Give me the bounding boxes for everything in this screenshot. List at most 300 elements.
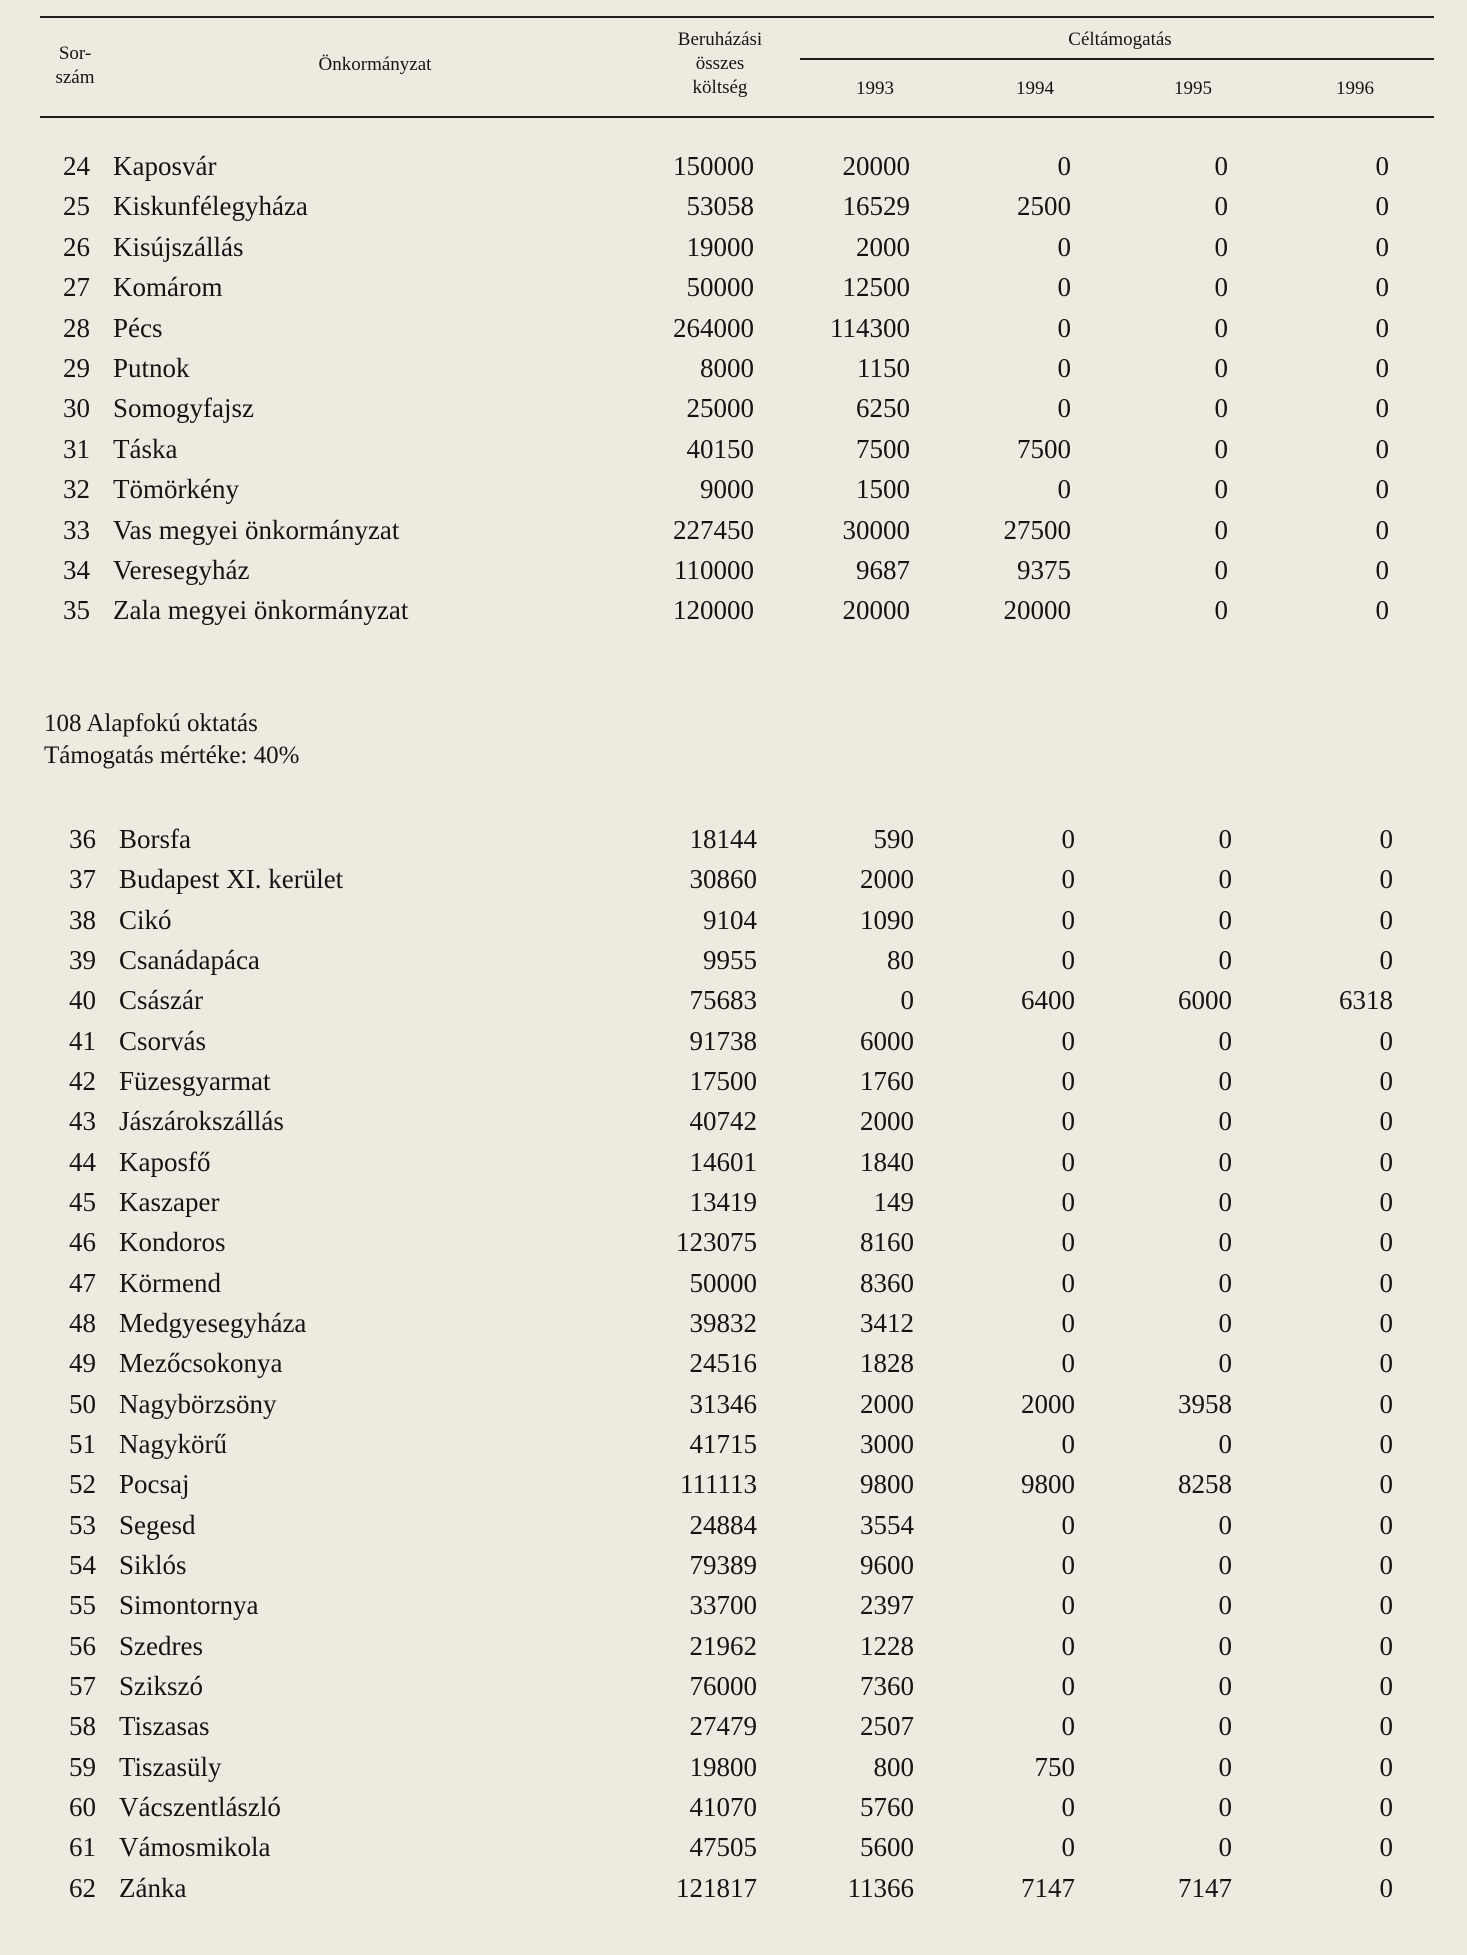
row-name: Komárom — [113, 272, 223, 303]
row-number: 26 — [63, 231, 90, 262]
row-1995: 0 — [1214, 312, 1228, 343]
row-1993: 8360 — [860, 1267, 914, 1298]
row-1994: 0 — [1061, 904, 1075, 935]
table-row — [0, 819, 1467, 859]
header-sorszam-line1: Sor- — [58, 43, 92, 64]
row-1993: 1228 — [860, 1630, 914, 1661]
header-beruhazasi — [640, 28, 800, 100]
row-1995: 0 — [1218, 1670, 1232, 1701]
row-1994: 0 — [1061, 1106, 1075, 1137]
row-1993: 30000 — [842, 514, 910, 545]
table-row — [0, 900, 1467, 940]
row-1995: 0 — [1218, 1630, 1232, 1661]
row-1995: 6000 — [1178, 985, 1232, 1016]
row-1994: 0 — [1061, 864, 1075, 895]
row-total-cost: 9955 — [703, 944, 757, 975]
row-1995: 0 — [1218, 1509, 1232, 1540]
row-name: Vas megyei önkormányzat — [113, 514, 400, 545]
row-number: 37 — [69, 864, 96, 895]
row-1994: 2000 — [1021, 1388, 1075, 1419]
row-1995: 0 — [1218, 1227, 1232, 1258]
table-row — [0, 1061, 1467, 1101]
row-1993: 1760 — [860, 1065, 914, 1096]
table-row — [0, 1343, 1467, 1383]
table-row — [0, 980, 1467, 1020]
row-1996: 0 — [1379, 1065, 1393, 1096]
row-number: 29 — [63, 353, 90, 383]
row-number: 55 — [69, 1590, 96, 1621]
row-1995: 0 — [1218, 1791, 1232, 1822]
row-total-cost: 110000 — [674, 555, 754, 585]
row-1993: 1150 — [857, 353, 910, 383]
row-total-cost: 150000 — [673, 151, 754, 181]
row-1993: 7500 — [856, 433, 910, 464]
row-number: 58 — [69, 1711, 96, 1742]
row-1994: 0 — [1061, 1025, 1075, 1056]
table-row — [0, 1182, 1467, 1222]
row-1996: 0 — [1379, 1509, 1393, 1540]
row-1994: 750 — [1034, 1751, 1075, 1782]
row-1995: 0 — [1218, 1267, 1232, 1298]
row-1994: 0 — [1061, 1065, 1075, 1096]
row-name: Szikszó — [119, 1670, 203, 1701]
row-total-cost: 39832 — [689, 1307, 757, 1338]
row-total-cost: 53058 — [686, 191, 754, 222]
row-1993: 2000 — [860, 1106, 914, 1137]
row-1994: 0 — [1061, 1711, 1075, 1742]
row-1994: 0 — [1061, 1832, 1075, 1863]
table-row — [0, 1505, 1467, 1545]
table-row — [0, 1303, 1467, 1343]
row-1996: 0 — [1379, 1428, 1393, 1459]
table-row — [0, 1827, 1467, 1867]
row-1996: 0 — [1375, 312, 1389, 343]
row-name: Vámosmikola — [119, 1832, 271, 1863]
row-1996: 0 — [1379, 1186, 1393, 1217]
row-1995: 0 — [1214, 474, 1228, 505]
row-1993: 2397 — [860, 1590, 914, 1621]
row-1995: 0 — [1218, 1751, 1232, 1782]
row-1993: 3412 — [860, 1307, 914, 1338]
row-1993: 6250 — [856, 393, 910, 424]
row-1995: 0 — [1218, 1025, 1232, 1056]
row-total-cost: 24884 — [689, 1509, 757, 1540]
row-name: Kiskunfélegyháza — [113, 191, 308, 222]
row-name: Segesd — [119, 1509, 196, 1540]
row-1996: 0 — [1375, 272, 1389, 303]
row-number: 60 — [69, 1791, 96, 1822]
row-name: Tiszasas — [119, 1711, 210, 1742]
row-1995: 0 — [1218, 1549, 1232, 1580]
row-1995: 0 — [1218, 904, 1232, 935]
row-number: 28 — [63, 312, 90, 343]
row-1994: 0 — [1061, 1267, 1075, 1298]
table-row — [0, 859, 1467, 899]
row-name: Tiszasüly — [119, 1751, 222, 1782]
table-row — [0, 1021, 1467, 1061]
row-total-cost: 76000 — [689, 1670, 757, 1701]
row-1996: 0 — [1375, 393, 1389, 424]
row-1994: 0 — [1057, 272, 1071, 303]
header-year-1994: 1994 — [1016, 78, 1054, 99]
row-total-cost: 91738 — [689, 1025, 757, 1056]
row-total-cost: 47505 — [689, 1832, 757, 1863]
table-row — [0, 510, 1467, 550]
row-1996: 0 — [1379, 1590, 1393, 1621]
row-1995: 0 — [1218, 1106, 1232, 1137]
row-total-cost: 13419 — [689, 1186, 757, 1217]
table-row — [0, 1585, 1467, 1625]
header-year-1996: 1996 — [1336, 78, 1374, 99]
row-total-cost: 40742 — [689, 1106, 757, 1137]
row-1993: 3554 — [860, 1509, 914, 1540]
row-1993: 9800 — [860, 1469, 914, 1500]
row-number: 32 — [63, 474, 90, 505]
row-name: Kaszaper — [119, 1186, 220, 1217]
row-1993: 5600 — [860, 1832, 914, 1863]
row-1993: 20000 — [842, 151, 910, 181]
row-name: Zánka — [119, 1872, 187, 1903]
row-total-cost: 79389 — [689, 1549, 757, 1580]
row-1993: 11366 — [847, 1872, 914, 1903]
row-name: Császár — [119, 985, 203, 1016]
row-1993: 1090 — [860, 904, 914, 935]
row-1994: 0 — [1057, 474, 1071, 505]
row-1994: 20000 — [1003, 595, 1071, 626]
row-1994: 0 — [1061, 824, 1075, 854]
row-name: Pécs — [113, 312, 163, 343]
row-total-cost: 111113 — [680, 1469, 757, 1500]
row-name: Kaposfő — [119, 1146, 211, 1177]
row-total-cost: 50000 — [689, 1267, 757, 1298]
row-1994: 9800 — [1021, 1469, 1075, 1500]
row-1995: 8258 — [1178, 1469, 1232, 1500]
row-1994: 0 — [1061, 944, 1075, 975]
row-1994: 7147 — [1021, 1872, 1075, 1903]
row-1996: 0 — [1379, 1630, 1393, 1661]
row-1993: 1840 — [860, 1146, 914, 1177]
row-1994: 7500 — [1017, 433, 1071, 464]
header-onkormanyzat: Önkormányzat — [318, 54, 432, 75]
header-year-1993: 1993 — [856, 78, 894, 99]
row-1996: 0 — [1379, 1388, 1393, 1419]
table-row — [0, 1263, 1467, 1303]
row-1995: 7147 — [1178, 1872, 1232, 1903]
row-1995: 0 — [1214, 272, 1228, 303]
table-row — [0, 1222, 1467, 1262]
row-total-cost: 19000 — [686, 231, 754, 262]
row-total-cost: 19800 — [689, 1751, 757, 1782]
row-number: 51 — [69, 1428, 96, 1459]
row-total-cost: 123075 — [676, 1227, 757, 1258]
row-total-cost: 41070 — [689, 1791, 757, 1822]
row-number: 39 — [69, 944, 96, 975]
row-1996: 0 — [1375, 433, 1389, 464]
row-1995: 0 — [1218, 944, 1232, 975]
row-number: 33 — [63, 514, 90, 545]
row-1993: 20000 — [842, 595, 910, 626]
row-1993: 5760 — [860, 1791, 914, 1822]
row-number: 35 — [63, 595, 90, 626]
table-row — [0, 1464, 1467, 1504]
row-1993: 114300 — [830, 312, 910, 343]
row-1993: 0 — [900, 985, 914, 1016]
row-1996: 0 — [1379, 1267, 1393, 1298]
row-1994: 0 — [1061, 1348, 1075, 1379]
row-1993: 6000 — [860, 1025, 914, 1056]
row-number: 61 — [69, 1832, 96, 1863]
row-total-cost: 120000 — [673, 595, 754, 626]
header-sorszam-line2: szám — [55, 67, 95, 88]
row-number: 40 — [69, 985, 96, 1016]
row-1995: 0 — [1218, 1428, 1232, 1459]
row-number: 42 — [69, 1065, 96, 1096]
row-name: Tömörkény — [113, 474, 239, 505]
row-number: 62 — [69, 1872, 96, 1903]
row-number: 59 — [69, 1751, 96, 1782]
row-1996: 0 — [1375, 231, 1389, 262]
row-1993: 3000 — [860, 1428, 914, 1459]
header-year-1995: 1995 — [1174, 78, 1212, 99]
row-1994: 0 — [1061, 1509, 1075, 1540]
row-1995: 0 — [1218, 1711, 1232, 1742]
row-total-cost: 9000 — [700, 474, 754, 505]
row-name: Csanádapáca — [119, 944, 260, 975]
row-number: 41 — [69, 1025, 96, 1056]
header-beruhazasi-line1: Beruházási — [677, 29, 763, 50]
row-total-cost: 9104 — [703, 904, 757, 935]
row-total-cost: 8000 — [700, 353, 754, 383]
row-total-cost: 18144 — [689, 824, 757, 854]
row-total-cost: 31346 — [689, 1388, 757, 1419]
table-row — [0, 469, 1467, 509]
row-1995: 0 — [1214, 514, 1228, 545]
header-celtamogatas: Céltámogatás — [1068, 29, 1172, 50]
row-number: 31 — [63, 433, 90, 464]
row-name: Jászárokszállás — [119, 1106, 284, 1137]
row-number: 27 — [63, 272, 90, 303]
row-1994: 6400 — [1021, 985, 1075, 1016]
row-1996: 0 — [1379, 1670, 1393, 1701]
table-row — [0, 1666, 1467, 1706]
row-name: Cikó — [119, 904, 172, 935]
row-1994: 0 — [1061, 1227, 1075, 1258]
row-1993: 80 — [887, 944, 914, 975]
row-total-cost: 75683 — [689, 985, 757, 1016]
row-total-cost: 121817 — [676, 1872, 757, 1903]
row-1996: 0 — [1379, 1146, 1393, 1177]
row-1996: 0 — [1379, 1872, 1393, 1903]
section-support-rate: Támogatás mértéke: 40% — [44, 742, 300, 769]
table-row — [0, 1868, 1467, 1908]
row-1995: 0 — [1214, 353, 1228, 383]
row-number: 48 — [69, 1307, 96, 1338]
row-1993: 9687 — [856, 555, 910, 585]
section-title: 108 Alapfokú oktatás — [44, 710, 258, 737]
row-1996: 0 — [1379, 1549, 1393, 1580]
row-1994: 0 — [1061, 1428, 1075, 1459]
row-name: Medgyesegyháza — [119, 1307, 307, 1338]
row-name: Nagybörzsöny — [119, 1388, 277, 1419]
row-number: 36 — [69, 824, 96, 854]
row-1996: 0 — [1375, 555, 1389, 585]
row-name: Körmend — [119, 1267, 221, 1298]
row-1996: 0 — [1379, 944, 1393, 975]
row-1994: 0 — [1057, 353, 1071, 383]
table-row — [0, 1101, 1467, 1141]
row-1993: 12500 — [842, 272, 910, 303]
row-name: Veresegyház — [113, 555, 250, 585]
table-row — [0, 550, 1467, 590]
row-1996: 0 — [1379, 1832, 1393, 1863]
row-1993: 2000 — [860, 1388, 914, 1419]
row-1993: 2507 — [860, 1711, 914, 1742]
row-number: 56 — [69, 1630, 96, 1661]
row-1996: 0 — [1375, 353, 1389, 383]
row-1995: 0 — [1214, 151, 1228, 181]
row-1996: 0 — [1379, 1227, 1393, 1258]
table-row — [0, 1545, 1467, 1585]
row-1996: 0 — [1379, 1106, 1393, 1137]
table-row — [0, 227, 1467, 267]
top-rule — [40, 16, 1434, 18]
table-row — [0, 186, 1467, 226]
row-1993: 8160 — [860, 1227, 914, 1258]
table-row — [0, 267, 1467, 307]
row-1993: 149 — [873, 1186, 914, 1217]
row-name: Siklós — [119, 1549, 187, 1580]
row-1993: 9600 — [860, 1549, 914, 1580]
row-1994: 0 — [1057, 231, 1071, 262]
row-1995: 3958 — [1178, 1388, 1232, 1419]
row-1996: 0 — [1379, 904, 1393, 935]
row-1996: 0 — [1375, 474, 1389, 505]
row-1993: 2000 — [860, 864, 914, 895]
row-total-cost: 40150 — [686, 433, 754, 464]
row-name: Simontornya — [119, 1590, 259, 1621]
row-number: 34 — [63, 555, 90, 585]
row-number: 44 — [69, 1146, 96, 1177]
table-row — [0, 1142, 1467, 1182]
row-total-cost: 264000 — [673, 312, 754, 343]
row-1993: 800 — [873, 1751, 914, 1782]
row-number: 47 — [69, 1267, 96, 1298]
row-1994: 0 — [1061, 1590, 1075, 1621]
row-1996: 0 — [1379, 1791, 1393, 1822]
row-1995: 0 — [1214, 231, 1228, 262]
row-number: 54 — [69, 1549, 96, 1580]
row-number: 50 — [69, 1388, 96, 1419]
row-number: 24 — [63, 151, 90, 181]
row-total-cost: 30860 — [689, 864, 757, 895]
table-row — [0, 1424, 1467, 1464]
row-name: Borsfa — [119, 824, 191, 854]
row-name: Kaposvár — [113, 151, 217, 181]
row-1995: 0 — [1218, 1146, 1232, 1177]
row-1994: 27500 — [1003, 514, 1071, 545]
row-1995: 0 — [1218, 1065, 1232, 1096]
row-1995: 0 — [1218, 824, 1232, 854]
row-name: Somogyfajsz — [113, 393, 254, 424]
row-1996: 0 — [1375, 151, 1389, 181]
row-1994: 0 — [1061, 1307, 1075, 1338]
row-1995: 0 — [1218, 864, 1232, 895]
table-row — [0, 1384, 1467, 1424]
row-number: 43 — [69, 1106, 96, 1137]
row-name: Táska — [113, 433, 178, 464]
row-1994: 0 — [1061, 1791, 1075, 1822]
row-name: Füzesgyarmat — [119, 1065, 271, 1096]
row-total-cost: 227450 — [673, 514, 754, 545]
row-1996: 0 — [1379, 1025, 1393, 1056]
row-1994: 0 — [1061, 1549, 1075, 1580]
row-1996: 0 — [1375, 514, 1389, 545]
row-number: 45 — [69, 1186, 96, 1217]
row-1995: 0 — [1214, 555, 1228, 585]
row-number: 38 — [69, 904, 96, 935]
table-row — [0, 348, 1467, 388]
row-name: Kisújszállás — [113, 231, 244, 262]
table-row — [0, 1747, 1467, 1787]
row-1996: 0 — [1375, 191, 1389, 222]
table-row — [0, 429, 1467, 469]
row-1994: 0 — [1057, 393, 1071, 424]
row-total-cost: 41715 — [689, 1428, 757, 1459]
row-number: 57 — [69, 1670, 96, 1701]
table-row — [0, 590, 1467, 630]
row-1993: 1828 — [860, 1348, 914, 1379]
row-total-cost: 14601 — [689, 1146, 757, 1177]
row-1994: 0 — [1057, 151, 1071, 181]
row-total-cost: 25000 — [686, 393, 754, 424]
table-row — [0, 1626, 1467, 1666]
celtamogatas-rule — [800, 58, 1434, 60]
row-1995: 0 — [1218, 1832, 1232, 1863]
row-total-cost: 27479 — [689, 1711, 757, 1742]
row-total-cost: 33700 — [689, 1590, 757, 1621]
row-1996: 0 — [1379, 1348, 1393, 1379]
row-name: Mezőcsokonya — [119, 1348, 283, 1379]
row-1996: 0 — [1379, 1711, 1393, 1742]
table-row — [0, 388, 1467, 428]
row-1994: 0 — [1057, 312, 1071, 343]
row-total-cost: 50000 — [686, 272, 754, 303]
row-1996: 0 — [1379, 824, 1393, 854]
row-name: Putnok — [113, 353, 190, 383]
row-1995: 0 — [1218, 1590, 1232, 1621]
row-number: 25 — [63, 191, 90, 222]
row-name: Nagykörű — [119, 1428, 227, 1459]
row-name: Zala megyei önkormányzat — [113, 595, 409, 626]
row-number: 30 — [63, 393, 90, 424]
row-number: 49 — [69, 1348, 96, 1379]
row-1995: 0 — [1218, 1348, 1232, 1379]
row-name: Pocsaj — [119, 1469, 190, 1500]
row-1995: 0 — [1214, 393, 1228, 424]
row-total-cost: 21962 — [689, 1630, 757, 1661]
table-row — [0, 308, 1467, 348]
row-1993: 7360 — [860, 1670, 914, 1701]
row-1994: 9375 — [1017, 555, 1071, 585]
row-number: 53 — [69, 1509, 96, 1540]
row-1993: 2000 — [856, 231, 910, 262]
row-1995: 0 — [1214, 191, 1228, 222]
row-1994: 0 — [1061, 1146, 1075, 1177]
header-beruhazasi-line2: összes — [695, 53, 745, 74]
table-row — [0, 146, 1467, 186]
table-row — [0, 1787, 1467, 1827]
row-1995: 0 — [1214, 595, 1228, 626]
